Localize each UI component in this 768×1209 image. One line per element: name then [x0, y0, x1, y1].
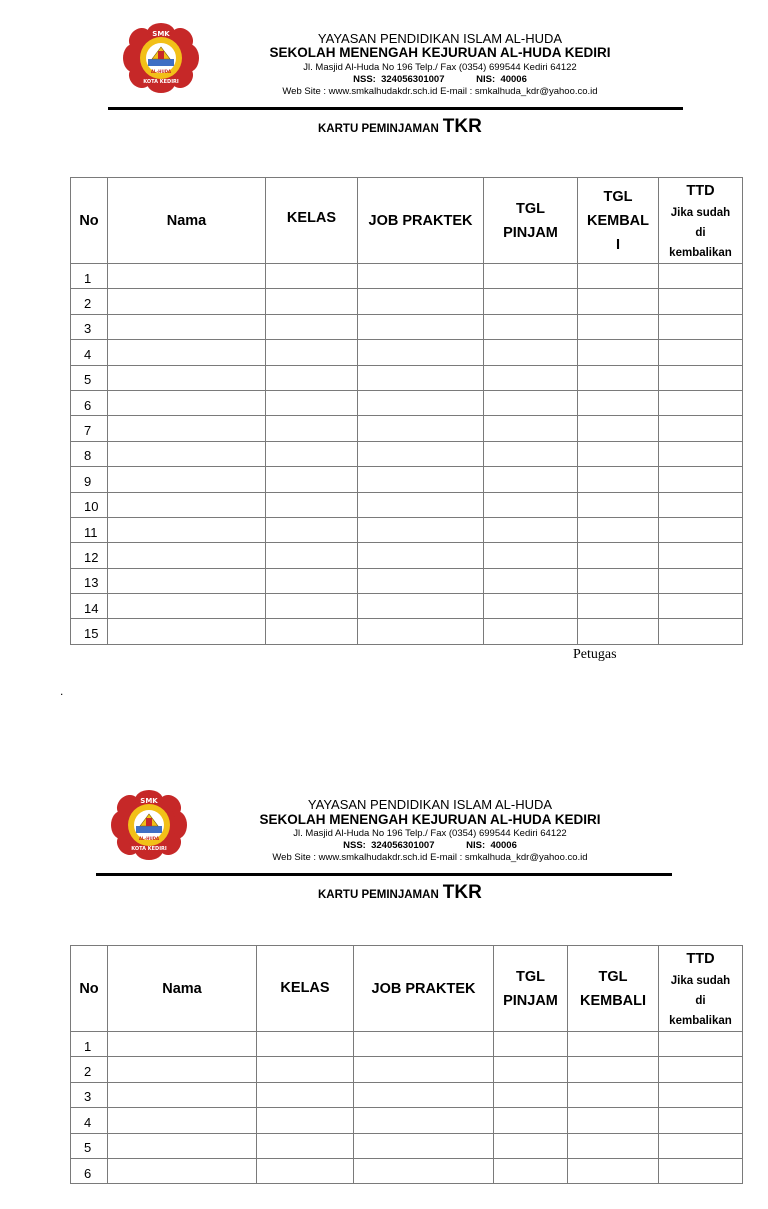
cell-tgl-kembali[interactable] — [578, 289, 659, 314]
cell-ttd[interactable] — [659, 594, 743, 619]
col-ttd-sub: Jika sudah di kembalikan — [669, 206, 732, 259]
table-header-row — [71, 178, 743, 264]
cell-nama[interactable] — [108, 1082, 257, 1107]
col-kelas: KELAS — [257, 946, 354, 1032]
cell-kelas[interactable] — [266, 289, 358, 314]
cell-tgl-pinjam[interactable] — [484, 416, 578, 441]
table-row — [71, 314, 743, 339]
cell-tgl-kembali[interactable] — [578, 441, 659, 466]
loan-table — [70, 945, 743, 1184]
table-row — [71, 289, 743, 314]
cell-nama[interactable] — [108, 314, 266, 339]
cell-nama[interactable] — [108, 390, 266, 415]
cell-tgl-kembali[interactable] — [568, 1158, 659, 1183]
cell-tgl-pinjam[interactable] — [484, 365, 578, 390]
cell-tgl-kembali[interactable] — [578, 416, 659, 441]
school-logo — [110, 790, 188, 860]
cell-tgl-kembali[interactable] — [578, 314, 659, 339]
cell-tgl-kembali[interactable] — [578, 619, 659, 644]
cell-tgl-pinjam[interactable] — [494, 1057, 568, 1082]
col-job: JOB PRAKTEK — [354, 946, 494, 1032]
cell-tgl-pinjam[interactable] — [494, 1108, 568, 1133]
col-tgl-pinjam: TGL PINJAM — [494, 946, 568, 1032]
cell-ttd[interactable] — [659, 1082, 743, 1107]
cell-no: 4 — [71, 1108, 108, 1133]
cell-ttd[interactable] — [659, 416, 743, 441]
school-address: Jl. Masjid Al-Huda No 196 Telp./ Fax (0354) 699544 Kediri 64122 — [303, 62, 577, 73]
cell-tgl-pinjam[interactable] — [484, 594, 578, 619]
school-name: SEKOLAH MENENGAH KEJURUAN AL-HUDA KEDIRI — [269, 45, 611, 60]
header-rule — [108, 107, 683, 110]
cell-tgl-pinjam[interactable] — [484, 492, 578, 517]
col-ttd-title: TTD — [686, 950, 715, 967]
cell-job[interactable] — [354, 1133, 494, 1158]
cell-kelas[interactable] — [266, 594, 358, 619]
cell-kelas[interactable] — [266, 416, 358, 441]
cell-nama[interactable] — [108, 289, 266, 314]
cell-ttd[interactable] — [659, 390, 743, 415]
cell-tgl-pinjam[interactable] — [484, 619, 578, 644]
school-ids: NSS: 324056301007 NIS: 40006 — [353, 74, 527, 85]
cell-kelas[interactable] — [257, 1032, 354, 1057]
card-title — [318, 116, 482, 138]
cell-no: 1 — [71, 1032, 108, 1057]
petugas-label: Petugas — [573, 647, 617, 662]
foundation-name: YAYASAN PENDIDIKAN ISLAM AL-HUDA — [317, 31, 563, 46]
cell-nama[interactable] — [108, 467, 266, 492]
table-row — [71, 1108, 743, 1133]
table-row — [71, 594, 743, 619]
table-body — [71, 264, 743, 645]
cell-job[interactable] — [358, 594, 484, 619]
col-job: JOB PRAKTEK — [358, 178, 484, 264]
cell-tgl-kembali[interactable] — [578, 365, 659, 390]
table-row — [71, 467, 743, 492]
cell-tgl-pinjam[interactable] — [484, 264, 578, 289]
cell-tgl-pinjam[interactable] — [484, 390, 578, 415]
cell-ttd[interactable] — [659, 467, 743, 492]
col-tgl-kembali: TGL KEMBAL I — [578, 178, 659, 264]
cell-ttd[interactable] — [659, 340, 743, 365]
logo-top-text: SMK — [140, 797, 158, 805]
foundation-name: YAYASAN PENDIDIKAN ISLAM AL-HUDA — [307, 797, 553, 812]
cell-kelas[interactable] — [266, 492, 358, 517]
school-address: Jl. Masjid Al-Huda No 196 Telp./ Fax (0354) 699544 Kediri 64122 — [293, 828, 567, 839]
cell-tgl-kembali[interactable] — [578, 390, 659, 415]
cell-nama[interactable] — [108, 1108, 257, 1133]
cell-nama[interactable] — [108, 1158, 257, 1183]
cell-tgl-pinjam[interactable] — [494, 1032, 568, 1057]
cell-nama[interactable] — [108, 543, 266, 568]
card-title — [318, 882, 482, 904]
cell-tgl-kembali[interactable] — [568, 1057, 659, 1082]
cell-ttd[interactable] — [659, 365, 743, 390]
cell-no: 6 — [71, 1158, 108, 1183]
table-row — [71, 390, 743, 415]
col-nama: Nama — [108, 946, 257, 1032]
cell-kelas[interactable] — [257, 1108, 354, 1133]
table-row — [71, 1158, 743, 1183]
cell-kelas[interactable] — [266, 314, 358, 339]
logo-band-text: AL-HUDA — [150, 69, 172, 74]
cell-kelas[interactable] — [266, 264, 358, 289]
cell-tgl-pinjam[interactable] — [484, 441, 578, 466]
card-title-dept: TKR — [442, 882, 482, 903]
cell-job[interactable] — [358, 264, 484, 289]
cell-tgl-kembali[interactable] — [568, 1108, 659, 1133]
logo-bottom-text: KOTA KEDIRI — [131, 846, 167, 852]
table-row — [71, 492, 743, 517]
cell-nama[interactable] — [108, 568, 266, 593]
cell-tgl-kembali[interactable] — [568, 1133, 659, 1158]
card-title-prefix: KARTU PEMINJAMAN — [318, 123, 439, 135]
cell-tgl-kembali[interactable] — [578, 568, 659, 593]
col-tgl-kembali: TGL KEMBALI — [568, 946, 659, 1032]
logo-top-text: SMK — [152, 30, 170, 38]
table-row — [71, 568, 743, 593]
header-rule — [96, 873, 672, 876]
cell-job[interactable] — [358, 441, 484, 466]
cell-ttd[interactable] — [659, 1108, 743, 1133]
card-title-prefix: KARTU PEMINJAMAN — [318, 889, 439, 901]
cell-job[interactable] — [354, 1108, 494, 1133]
cell-tgl-pinjam[interactable] — [494, 1082, 568, 1107]
cell-no: 13 — [71, 568, 108, 593]
cell-ttd[interactable] — [659, 314, 743, 339]
cell-kelas[interactable] — [257, 1082, 354, 1107]
school-ids: NSS: 324056301007 NIS: 40006 — [343, 840, 517, 851]
cell-kelas[interactable] — [266, 390, 358, 415]
cell-tgl-pinjam[interactable] — [484, 517, 578, 542]
col-ttd — [659, 178, 743, 264]
col-no: No — [71, 178, 108, 264]
cell-no: 4 — [71, 340, 108, 365]
cell-job[interactable] — [354, 1032, 494, 1057]
cell-ttd[interactable] — [659, 289, 743, 314]
cell-nama[interactable] — [108, 492, 266, 517]
table-row — [71, 340, 743, 365]
col-no: No — [71, 946, 108, 1032]
col-ttd-title: TTD — [686, 182, 715, 199]
cell-tgl-kembali[interactable] — [578, 517, 659, 542]
cell-no: 6 — [71, 390, 108, 415]
col-tgl-pinjam: TGL PINJAM — [484, 178, 578, 264]
cell-tgl-kembali[interactable] — [568, 1032, 659, 1057]
col-ttd-sub: Jika sudah di kembalikan — [669, 974, 732, 1027]
cell-kelas[interactable] — [266, 365, 358, 390]
cell-no: 12 — [71, 543, 108, 568]
cell-no: 7 — [71, 416, 108, 441]
cell-job[interactable] — [358, 517, 484, 542]
logo-band-text: AL-HUDA — [138, 836, 160, 841]
table-header-row — [71, 946, 743, 1032]
cell-kelas[interactable] — [266, 568, 358, 593]
cell-job[interactable] — [358, 340, 484, 365]
cell-kelas[interactable] — [266, 543, 358, 568]
cell-tgl-kembali[interactable] — [578, 264, 659, 289]
cell-tgl-kembali[interactable] — [578, 340, 659, 365]
cell-ttd[interactable] — [659, 1158, 743, 1183]
cell-no: 5 — [71, 365, 108, 390]
cell-job[interactable] — [358, 390, 484, 415]
cell-tgl-kembali[interactable] — [578, 492, 659, 517]
cell-job[interactable] — [358, 619, 484, 644]
cell-nama[interactable] — [108, 1032, 257, 1057]
cell-job[interactable] — [354, 1082, 494, 1107]
cell-no: 2 — [71, 289, 108, 314]
col-nama: Nama — [108, 178, 266, 264]
cell-tgl-pinjam[interactable] — [484, 543, 578, 568]
cell-no: 10 — [71, 492, 108, 517]
separator-dot: . — [60, 684, 64, 698]
cell-kelas[interactable] — [266, 441, 358, 466]
cell-tgl-pinjam[interactable] — [484, 467, 578, 492]
logo-bottom-text: KOTA KEDIRI — [143, 79, 179, 85]
cell-nama[interactable] — [108, 340, 266, 365]
cell-nama[interactable] — [108, 264, 266, 289]
cell-nama[interactable] — [108, 517, 266, 542]
table-row — [71, 543, 743, 568]
cell-no: 9 — [71, 467, 108, 492]
cell-ttd[interactable] — [659, 517, 743, 542]
cell-job[interactable] — [354, 1057, 494, 1082]
card-title-dept: TKR — [442, 116, 482, 137]
cell-job[interactable] — [358, 289, 484, 314]
cell-tgl-pinjam[interactable] — [484, 289, 578, 314]
cell-tgl-pinjam[interactable] — [484, 568, 578, 593]
cell-no: 3 — [71, 1082, 108, 1107]
table-row — [71, 264, 743, 289]
school-name: SEKOLAH MENENGAH KEJURUAN AL-HUDA KEDIRI — [259, 812, 601, 827]
table-row — [71, 441, 743, 466]
school-contact: Web Site : www.smkalhudakdr.sch.id E-mail : smkalhuda_kdr@yahoo.co.id — [272, 852, 588, 863]
cell-no: 14 — [71, 594, 108, 619]
cell-tgl-kembali[interactable] — [578, 467, 659, 492]
cell-nama[interactable] — [108, 1133, 257, 1158]
table-row — [71, 1032, 743, 1057]
cell-kelas[interactable] — [266, 340, 358, 365]
cell-ttd[interactable] — [659, 492, 743, 517]
cell-tgl-pinjam[interactable] — [494, 1158, 568, 1183]
cell-tgl-kembali[interactable] — [578, 594, 659, 619]
cell-ttd[interactable] — [659, 441, 743, 466]
cell-job[interactable] — [358, 365, 484, 390]
cell-kelas[interactable] — [266, 619, 358, 644]
table-body — [71, 1032, 743, 1184]
table-row — [71, 365, 743, 390]
school-logo — [122, 23, 200, 93]
cell-no: 1 — [71, 264, 108, 289]
cell-tgl-pinjam[interactable] — [484, 314, 578, 339]
cell-ttd[interactable] — [659, 264, 743, 289]
cell-kelas[interactable] — [266, 467, 358, 492]
cell-nama[interactable] — [108, 416, 266, 441]
cell-kelas[interactable] — [257, 1057, 354, 1082]
cell-kelas[interactable] — [257, 1133, 354, 1158]
cell-job[interactable] — [358, 492, 484, 517]
cell-nama[interactable] — [108, 365, 266, 390]
table-row — [71, 1133, 743, 1158]
cell-ttd[interactable] — [659, 1057, 743, 1082]
school-contact: Web Site : www.smkalhudakdr.sch.id E-mail : smkalhuda_kdr@yahoo.co.id — [282, 86, 598, 97]
table-row — [71, 619, 743, 644]
cell-kelas[interactable] — [257, 1158, 354, 1183]
cell-ttd[interactable] — [659, 543, 743, 568]
cell-job[interactable] — [358, 543, 484, 568]
cell-no: 11 — [71, 517, 108, 542]
cell-ttd[interactable] — [659, 1133, 743, 1158]
cell-nama[interactable] — [108, 1057, 257, 1082]
cell-ttd[interactable] — [659, 568, 743, 593]
cell-job[interactable] — [358, 416, 484, 441]
cell-no: 5 — [71, 1133, 108, 1158]
cell-nama[interactable] — [108, 619, 266, 644]
cell-kelas[interactable] — [266, 517, 358, 542]
cell-tgl-kembali[interactable] — [578, 543, 659, 568]
cell-ttd[interactable] — [659, 1032, 743, 1057]
cell-nama[interactable] — [108, 441, 266, 466]
col-ttd — [659, 946, 743, 1032]
cell-no: 8 — [71, 441, 108, 466]
table-row — [71, 1082, 743, 1107]
cell-tgl-pinjam[interactable] — [494, 1133, 568, 1158]
cell-ttd[interactable] — [659, 619, 743, 644]
cell-job[interactable] — [358, 314, 484, 339]
cell-job[interactable] — [358, 467, 484, 492]
cell-job[interactable] — [354, 1158, 494, 1183]
table-row — [71, 416, 743, 441]
cell-no: 2 — [71, 1057, 108, 1082]
col-kelas: KELAS — [266, 178, 358, 264]
cell-tgl-pinjam[interactable] — [484, 340, 578, 365]
cell-tgl-kembali[interactable] — [568, 1082, 659, 1107]
loan-table — [70, 177, 743, 645]
table-row — [71, 517, 743, 542]
table-row — [71, 1057, 743, 1082]
cell-no: 3 — [71, 314, 108, 339]
cell-job[interactable] — [358, 568, 484, 593]
cell-nama[interactable] — [108, 594, 266, 619]
cell-no: 15 — [71, 619, 108, 644]
